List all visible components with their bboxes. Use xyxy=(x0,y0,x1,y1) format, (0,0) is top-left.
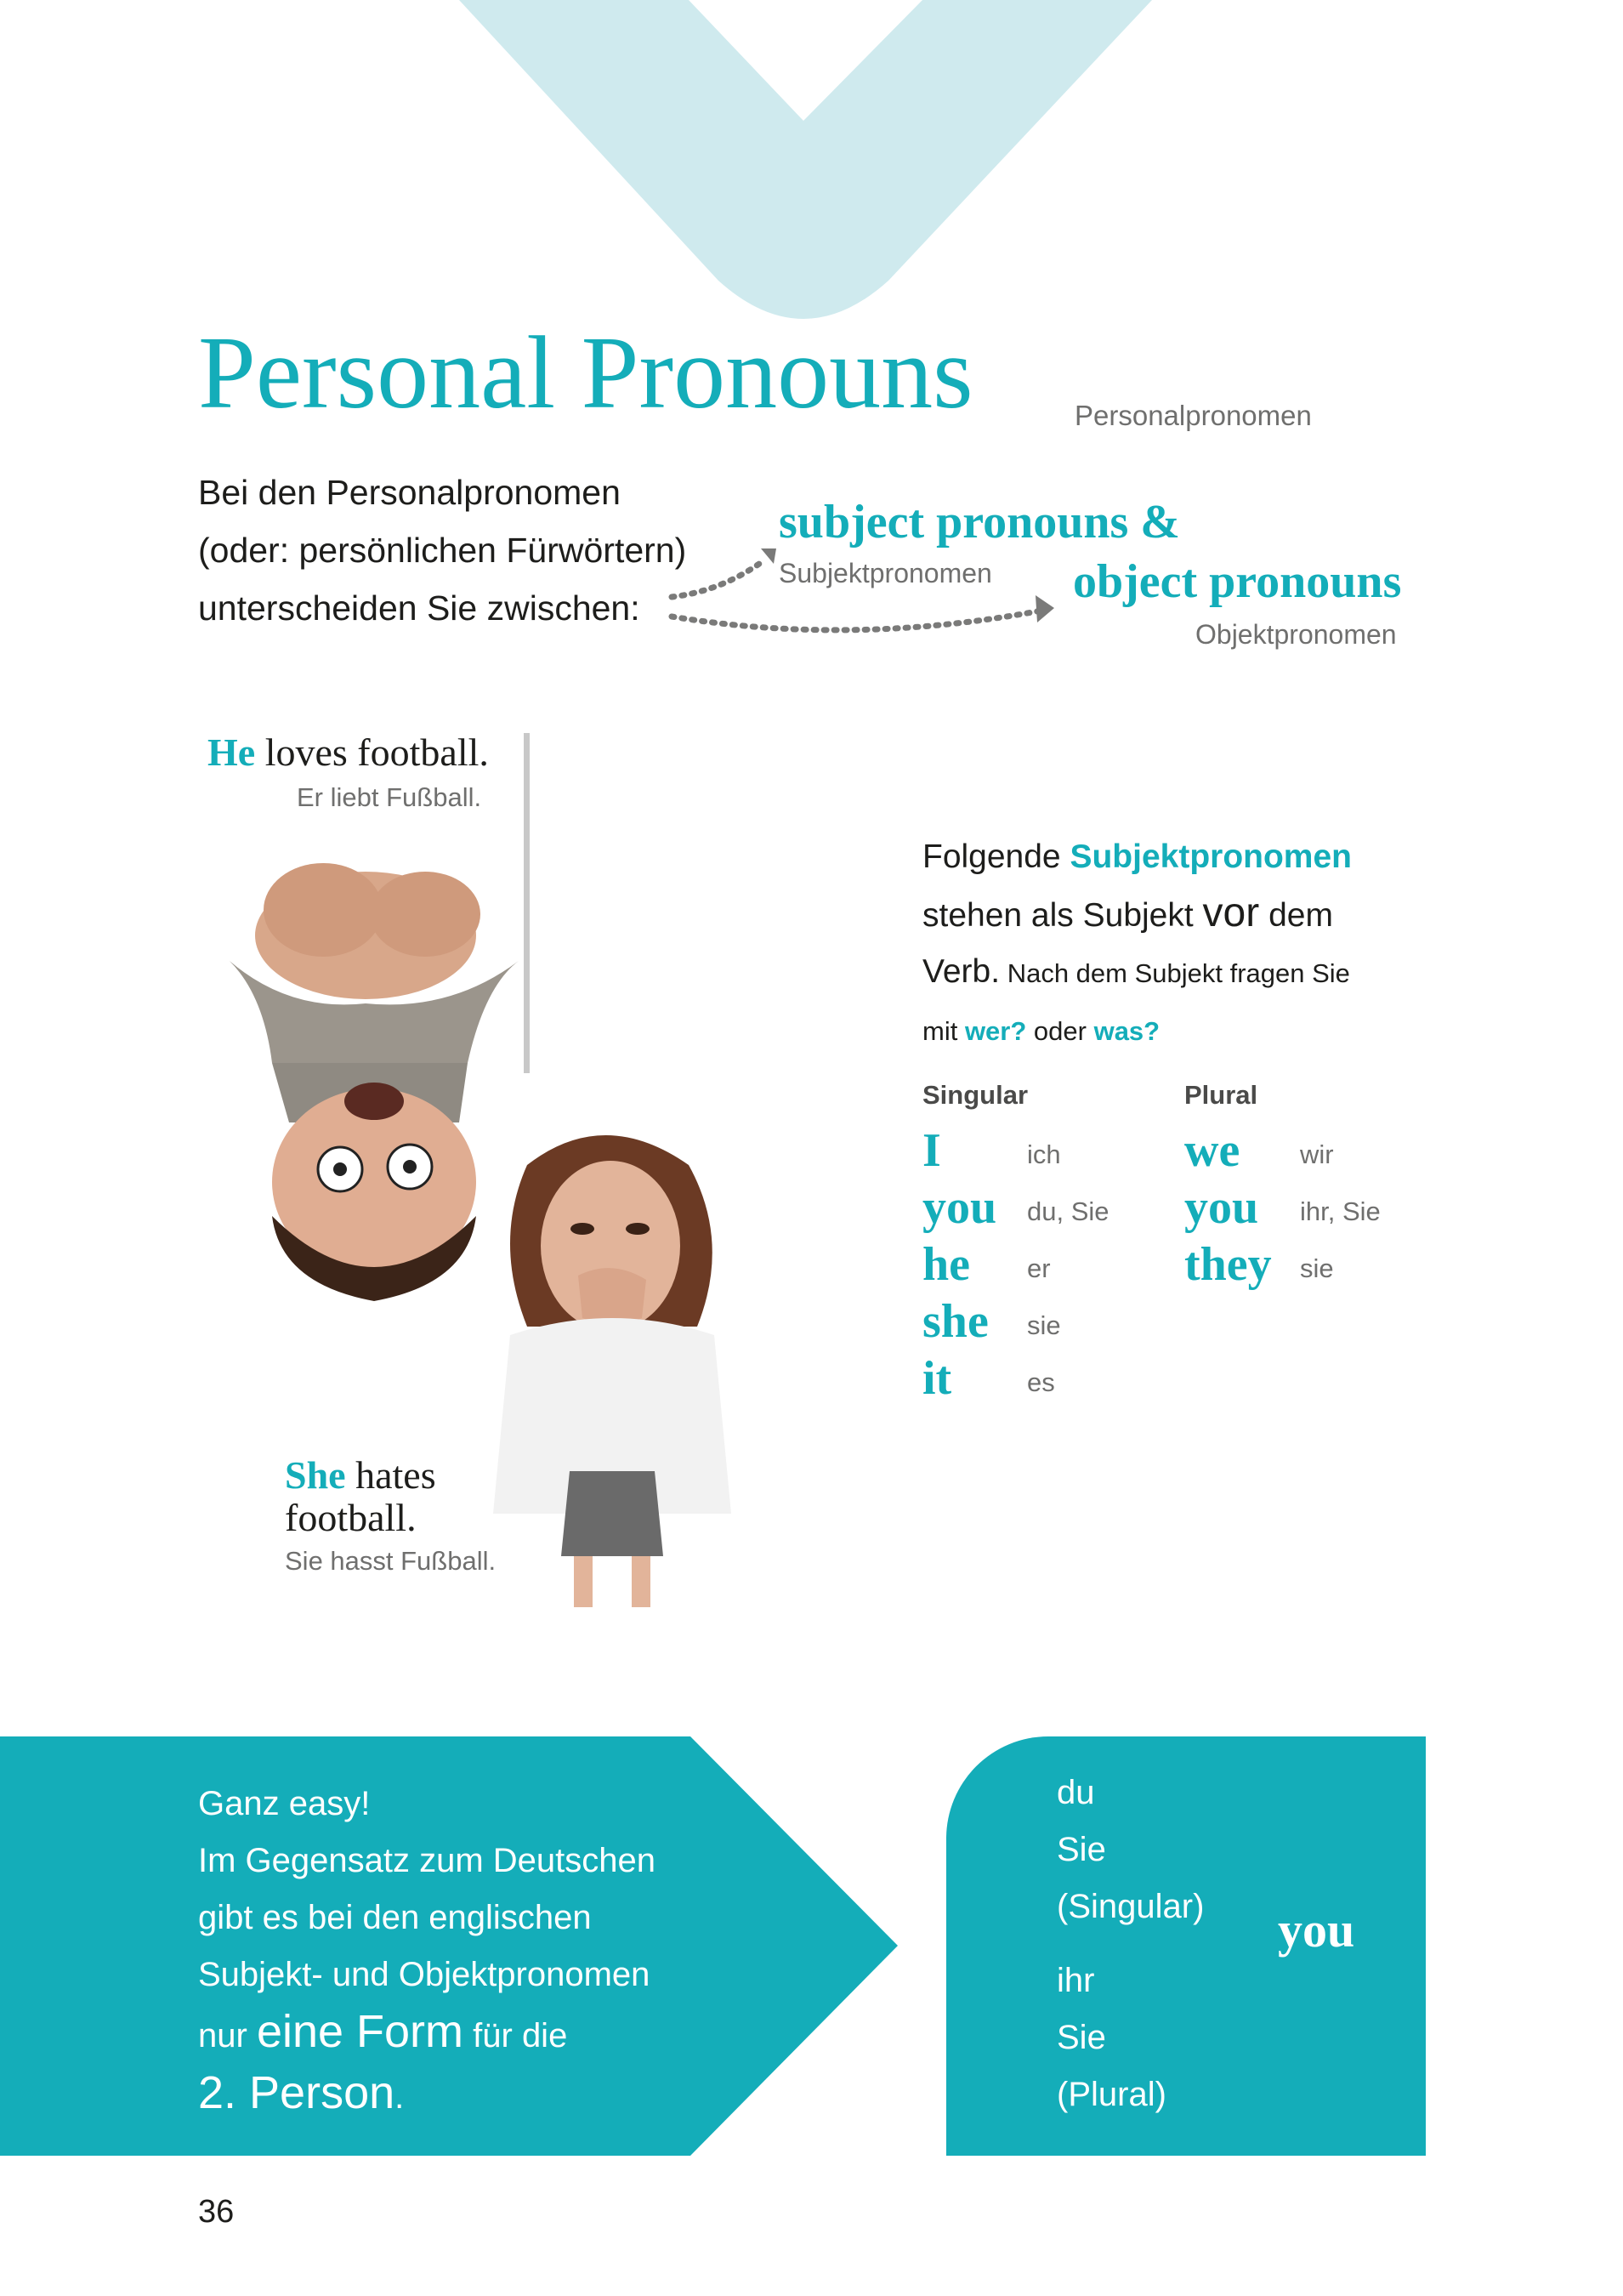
callout-line: Im Gegensatz zum Deutschen xyxy=(198,1842,656,1879)
pronoun-singular: he xyxy=(922,1238,970,1291)
callout-emphasis: 2. Person xyxy=(198,2067,395,2118)
example-he-sentence xyxy=(207,730,489,775)
woman-yawning-photo xyxy=(476,1114,748,1616)
pronoun-translation: es xyxy=(1027,1367,1055,1397)
pronoun-translation: er xyxy=(1027,1253,1051,1283)
pronoun-plural: they xyxy=(1184,1238,1272,1291)
pronoun-translation: ich xyxy=(1027,1139,1061,1169)
rule-vor: vor xyxy=(1202,890,1260,935)
callout-line: Ganz easy! xyxy=(198,1785,371,1822)
decorative-chevron xyxy=(0,0,1623,357)
rule-fragment: oder xyxy=(1026,1016,1094,1046)
intro-line: Bei den Personalpronomen xyxy=(198,473,621,512)
german-form: ihr xyxy=(1057,1962,1095,1999)
page-number: 36 xyxy=(198,2194,235,2230)
example-she-sentence xyxy=(285,1454,557,1539)
pronoun-plural: you xyxy=(1184,1181,1259,1234)
german-form: (Plural) xyxy=(1057,2076,1166,2113)
callout-text xyxy=(198,1776,742,2126)
rule-fragment: Folgende xyxy=(922,838,1070,875)
example-she-german: Sie hasst Fußball. xyxy=(285,1546,497,1576)
object-pronouns-label: object pronouns xyxy=(1073,555,1402,608)
rule-verb: Verb. xyxy=(922,953,1001,990)
german-form: Sie xyxy=(1057,2019,1106,2056)
pronoun-singular: she xyxy=(922,1295,989,1348)
german-form: du xyxy=(1057,1774,1095,1811)
pronoun-singular: it xyxy=(922,1352,952,1405)
rule-was: was? xyxy=(1093,1016,1161,1046)
callout-line: Subjekt- und Objektpronomen xyxy=(198,1956,650,1993)
subject-pronouns-label: subject pronouns & xyxy=(779,496,1180,548)
object-pronouns-german: Objektpronomen xyxy=(1195,619,1397,650)
pronoun-plural: we xyxy=(1184,1124,1240,1177)
rule-text xyxy=(922,829,1467,1060)
rule-highlight: Subjektpronomen xyxy=(1070,838,1352,875)
page-title: Personal Pronouns xyxy=(198,315,973,430)
intro-line: unterscheiden Sie zwischen: xyxy=(198,588,640,628)
plural-header: Plural xyxy=(1184,1080,1258,1110)
pronoun-translation: du, Sie xyxy=(1027,1196,1109,1226)
rule-wer: wer? xyxy=(964,1016,1027,1046)
callout-line: gibt es bei den englischen xyxy=(198,1899,592,1936)
german-forms-list xyxy=(1057,1765,1204,2123)
pronoun-singular: you xyxy=(922,1181,997,1234)
example-rest: hates football. xyxy=(285,1453,436,1539)
rule-fragment: Nach dem Subjekt fragen Sie xyxy=(1000,958,1350,988)
callout-fragment: . xyxy=(394,2078,405,2116)
intro-line: (oder: persönlichen Fürwörtern) xyxy=(198,531,687,570)
german-form: Sie xyxy=(1057,1831,1106,1868)
example-he-german: Er liebt Fußball. xyxy=(297,782,482,812)
callout-fragment: für die xyxy=(463,2017,568,2054)
example-pronoun: He xyxy=(207,730,256,774)
callout-fragment: nur xyxy=(198,2017,257,2054)
rule-fragment: mit xyxy=(922,1016,965,1046)
pronoun-singular: I xyxy=(922,1124,941,1177)
german-form: (Singular) xyxy=(1057,1888,1205,1925)
rule-fragment: stehen als Subjekt xyxy=(922,897,1203,934)
pronoun-translation: sie xyxy=(1300,1253,1334,1283)
example-pronoun: She xyxy=(285,1453,346,1497)
pronoun-translation: sie xyxy=(1027,1310,1061,1340)
subject-pronouns-german: Subjektpronomen xyxy=(779,558,992,588)
you-result: you xyxy=(1278,1902,1355,1958)
pronoun-translation: ihr, Sie xyxy=(1300,1196,1381,1226)
pronoun-translation: wir xyxy=(1300,1139,1334,1169)
callout-emphasis: eine Form xyxy=(256,2006,464,2057)
page-title-german: Personalpronomen xyxy=(1075,400,1312,431)
rule-fragment: dem xyxy=(1259,897,1333,934)
singular-header: Singular xyxy=(922,1080,1029,1110)
example-rest: loves football. xyxy=(255,730,489,774)
